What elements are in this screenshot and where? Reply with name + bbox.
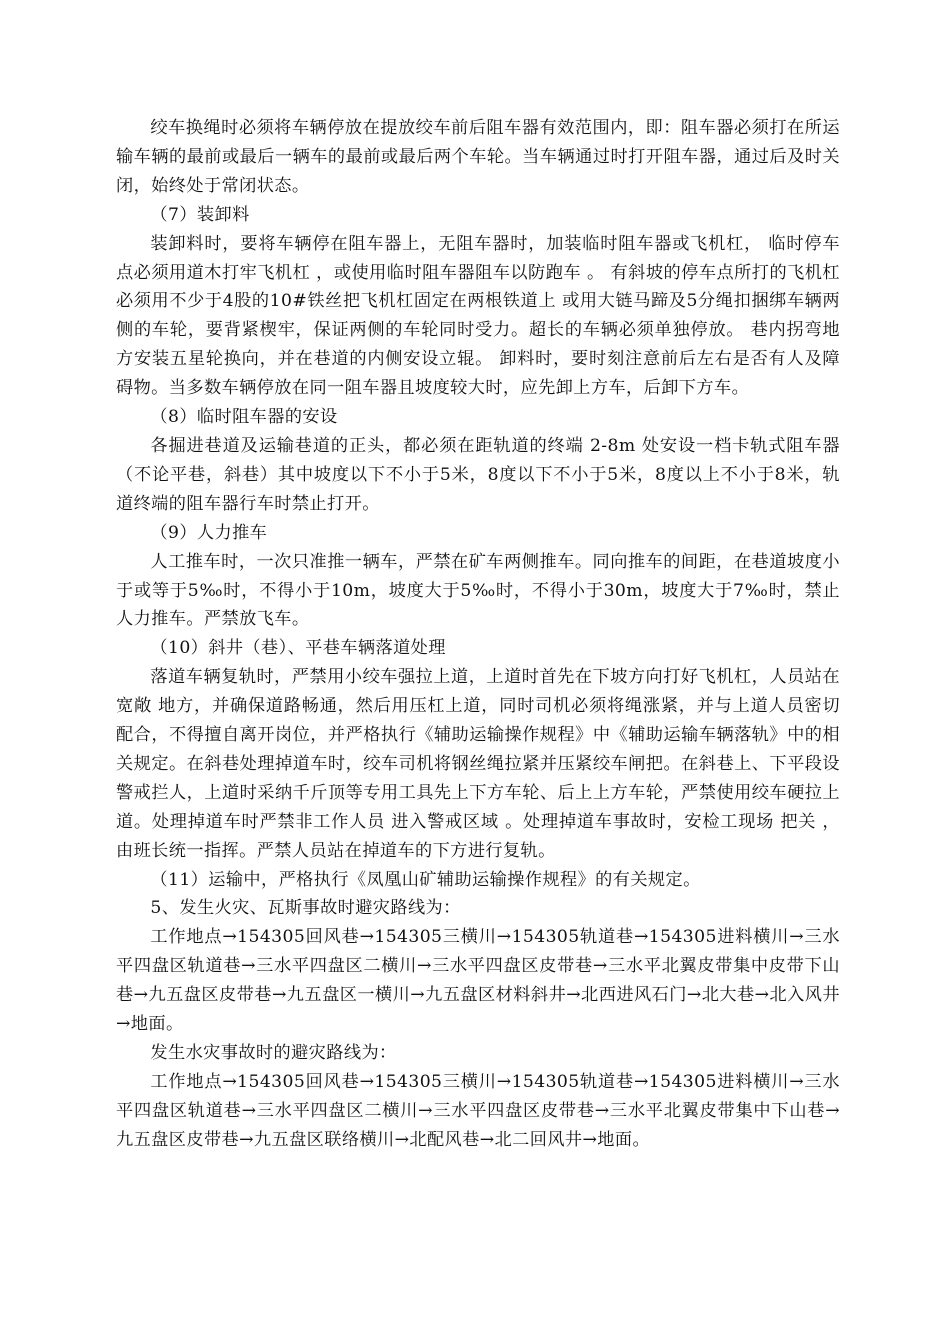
heading-derailment-handling: （10）斜井（巷）、平巷车辆落道处理 xyxy=(150,638,446,659)
heading-transport-regulations: （11）运输中，严格执行《凤凰山矿辅助运输操作规程》的有关规定。 xyxy=(150,869,701,890)
paragraph-derailment-handling: 落道车辆复轨时，严禁用小绞车强拉上道，上道时首先在下坡方向打好飞机杠，人员站在 宽敞 地方，并确保道路畅通，然后用压杠上道，同时司机必须将绳涨紧，并与上道人员密切配合，不得擅自离开岗位，并严格执行《辅助运输操作规程》中《辅助运输车辆落轨》中的相关规定。在斜巷处理掉道车时，绞车司机将钢丝绳拉紧并压紧绞车闸把。在斜巷上、下平段设警戒拦人，上道时采纳千斤顶等专用工具先上下方车轮、后上上方车轮，严禁使用绞车硬拉上道。处理掉道车时严禁非工作人员 进入警戒区域 。处理掉道车事故时，安检工现场 把关 ，由班长统一指挥。严禁人员站在掉道车的下方进行复轨。 xyxy=(116,667,840,861)
paragraph-fire-gas-escape-route: 工作地点→154305回风巷→154305三横川→154305轨道巷→154305进料横川→三水平四盘区轨道巷→三水平四盘区二横川→三水平四盘区皮带巷→三水平北翼皮带集中皮带下山巷→九五盘区皮带巷→九五盘区一横川→九五盘区材料斜井→北西进风石门→北大巷→北入风井→地面。 xyxy=(116,927,840,1035)
heading-fire-gas-escape-route: 5、发生火灾、瓦斯事故时避灾路线为： xyxy=(150,898,461,919)
heading-loading-unloading: （7）装卸料 xyxy=(150,204,250,225)
paragraph-manual-pushing: 人工推车时，一次只准推一辆车，严禁在矿车两侧推车。同向推车的间距，在巷道坡度小于或等于5‰时，不得小于10m，坡度大于5‰时，不得小于30m，坡度大于7‰时，禁止人力推车。严禁放飞车。 xyxy=(116,551,840,630)
paragraph-loading-unloading: 装卸料时，要将车辆停在阻车器上，无阻车器时，加装临时阻车器或飞机杠， 临时停车点必须用道木打牢飞机杠 ，或使用临时阻车器阻车以防跑车 。 有斜坡的停车点所打的飞机杠必须用不少于4股的10#铁丝把飞机杠固定在两根铁道上 或用大链马蹄及5分绳扣捆绑车辆两侧的车轮，要背紧楔牢，保证两侧的车轮同时受力。超长的车辆必须单独停放。 巷内拐弯地方安装五星轮换向，并在巷道的内侧安设立辊。 卸料时，要时刻注意前后左右是否有人及障碍物。当多数车辆停放在同一阻车器且坡度较大时，应先卸上方车，后卸下方车。 xyxy=(116,233,840,399)
paragraph-temporary-car-stopper: 各掘进巷道及运输巷道的正头，都必须在距轨道的终端 2-8m 处安设一档卡轨式阻车器（不论平巷，斜巷）其中坡度以下不小于5米，8度以下不小于5米，8度以上不小于8米，轨道终端的阻车器行车时禁止打开。 xyxy=(116,435,840,514)
heading-flood-escape-route: 发生水灾事故时的避灾路线为： xyxy=(150,1043,397,1063)
paragraph-flood-escape-route: 工作地点→154305回风巷→154305三横川→154305轨道巷→154305进料横川→三水平四盘区轨道巷→三水平四盘区二横川→三水平四盘区皮带巷→三水平北翼皮带集中下山巷→九五盘区皮带巷→九五盘区联络横川→北配风巷→北二回风井→地面。 xyxy=(116,1071,840,1150)
paragraph-winch-rope-change: 绞车换绳时必须将车辆停放在提放绞车前后阻车器有效范围内，即：阻车器必须打在所运输车辆的最前或最后一辆车的最前或最后两个车轮。当车辆通过时打开阻车器，通过后及时关闭，始终处于常闭状态。 xyxy=(116,118,840,196)
document-body xyxy=(116,114,840,1155)
heading-manual-pushing: （9）人力推车 xyxy=(150,522,268,543)
heading-temporary-car-stopper: （8）临时阻车器的安设 xyxy=(150,407,338,428)
